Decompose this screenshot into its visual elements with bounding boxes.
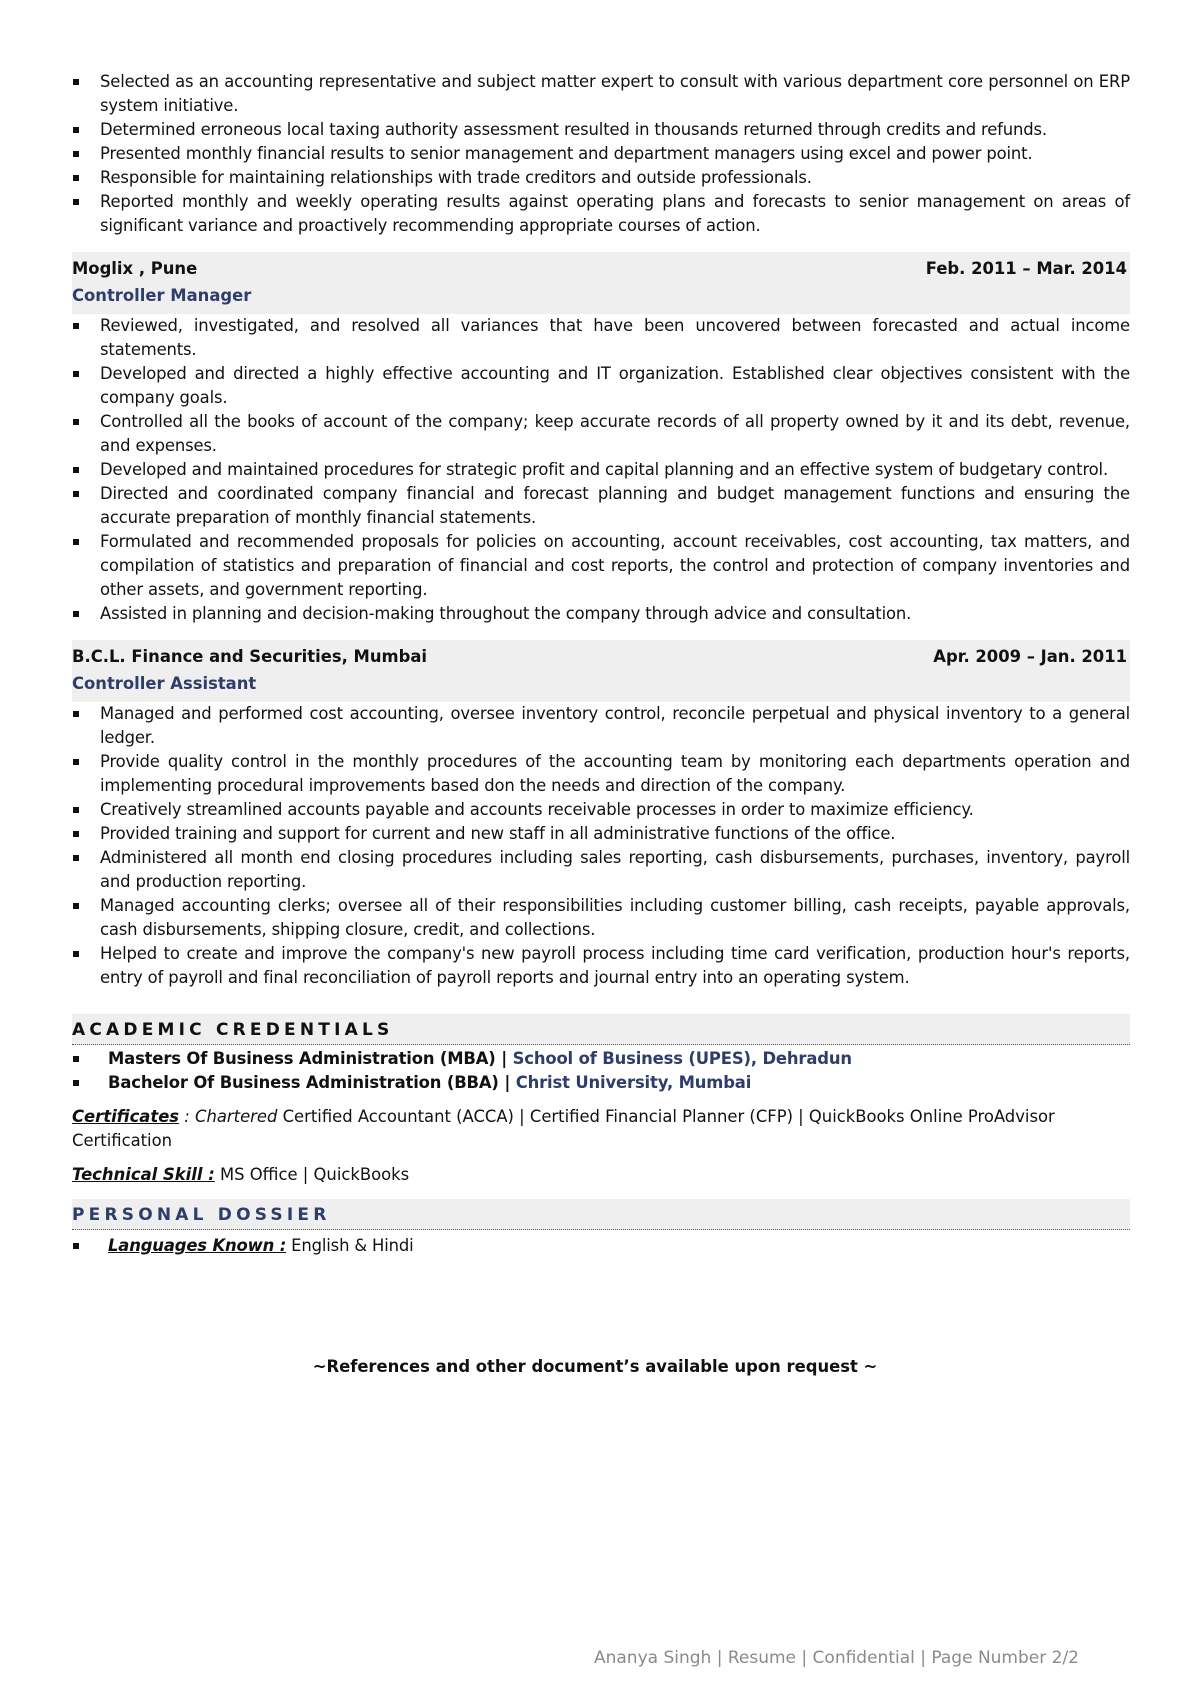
certificates-value: Certified Accountant (ACCA) | Certified Financial Planner (CFP) | QuickBooks Online ProAdvisor Certification xyxy=(72,1107,1055,1150)
company-name: Moglix , Pune xyxy=(72,259,198,278)
school-name: Christ University, Mumbai xyxy=(515,1073,752,1092)
list-item: Reported monthly and weekly operating results against operating plans and forecasts to senior management on areas of significant variance and proactively recommending appropriate courses of action. xyxy=(72,190,1130,238)
degree-item xyxy=(72,1047,1130,1071)
degree-name: Masters Of Business Administration (MBA) | xyxy=(108,1049,508,1068)
academic-section-header xyxy=(72,1014,1130,1045)
degree-list xyxy=(72,1047,1130,1095)
degree-name: Bachelor Of Business Administration (BBA) | xyxy=(108,1073,511,1092)
certificates-line xyxy=(72,1105,1130,1153)
job-moglix xyxy=(72,252,1130,626)
list-item: Administered all month end closing procedures including sales reporting, cash disbursements, purchases, inventory, payroll and production reporting. xyxy=(72,846,1130,894)
list-item: Creatively streamlined accounts payable and accounts receivable processes in order to maximize efficiency. xyxy=(72,798,1130,822)
section-title: PERSONAL DOSSIER xyxy=(72,1205,331,1225)
list-item: Responsible for maintaining relationships with trade creditors and outside professionals. xyxy=(72,166,1130,190)
list-item: Developed and directed a highly effective accounting and IT organization. Established clear objectives consistent with the company goals. xyxy=(72,362,1130,410)
list-item: Directed and coordinated company financial and forecast planning and budget management functions and ensuring the accurate preparation of monthly financial statements. xyxy=(72,482,1130,530)
list-item: Selected as an accounting representative and subject matter expert to consult with various department core personnel on ERP system initiative. xyxy=(72,70,1130,118)
job-bullet-list xyxy=(72,702,1130,990)
personal-list xyxy=(72,1234,1130,1258)
languages-value: English & Hindi xyxy=(286,1236,414,1255)
certificates-separator: : xyxy=(179,1107,196,1126)
certificates-italic-word: Chartered xyxy=(195,1107,278,1126)
list-item: Managed accounting clerks; oversee all of their responsibilities including customer billing, cash receipts, payable approvals, cash disbursements, shipping closure, credit, and collections. xyxy=(72,894,1130,942)
intro-bullet-list xyxy=(72,70,1130,238)
list-item: Formulated and recommended proposals for policies on accounting, account receivables, cost accounting, tax matters, and compilation of statistics and preparation of financial and cost reports, the control and protection of company inventories and other assets, and government reporting. xyxy=(72,530,1130,602)
list-item: Controlled all the books of account of the company; keep accurate records of all property owned by it and its debt, revenue, and expenses. xyxy=(72,410,1130,458)
page-footer: Ananya Singh | Resume | Confidential | Page Number 2/2 xyxy=(593,1648,1079,1668)
certificates-label: Certificates xyxy=(72,1107,180,1126)
job-header xyxy=(72,640,1130,702)
languages-label: Languages Known : xyxy=(108,1236,287,1255)
technical-skill-value: MS Office | QuickBooks xyxy=(214,1165,410,1184)
technical-skill-line xyxy=(72,1163,1130,1187)
list-item: Assisted in planning and decision-making throughout the company through advice and consultation. xyxy=(72,602,1130,626)
job-dates: Apr. 2009 – Jan. 2011 xyxy=(933,647,1127,666)
job-header xyxy=(72,252,1130,314)
job-title: Controller Manager xyxy=(72,286,252,305)
degree-item xyxy=(72,1071,1130,1095)
job-bcl-finance xyxy=(72,640,1130,990)
school-name: School of Business (UPES), Dehradun xyxy=(512,1049,852,1068)
list-item: Managed and performed cost accounting, oversee inventory control, reconcile perpetual and physical inventory to a general ledger. xyxy=(72,702,1130,750)
resume-page-2 xyxy=(72,70,1130,1258)
list-item: Reviewed, investigated, and resolved all variances that have been uncovered between forecasted and actual income statements. xyxy=(72,314,1130,362)
references-note: ~References and other document’s available upon request ~ xyxy=(312,1357,878,1376)
list-item: Provide quality control in the monthly procedures of the accounting team by monitoring each departments operation and implementing procedural improvements based don the needs and direction of the company. xyxy=(72,750,1130,798)
list-item: Helped to create and improve the company's new payroll process including time card verification, production hour's reports, entry of payroll and final reconciliation of payroll reports and journal entry into an operating system. xyxy=(72,942,1130,990)
list-item: Presented monthly financial results to senior management and department managers using excel and power point. xyxy=(72,142,1130,166)
personal-section-header xyxy=(72,1199,1130,1230)
job-dates: Feb. 2011 – Mar. 2014 xyxy=(925,259,1127,278)
list-item: Determined erroneous local taxing authority assessment resulted in thousands returned through credits and refunds. xyxy=(72,118,1130,142)
list-item: Developed and maintained procedures for strategic profit and capital planning and an effective system of budgetary control. xyxy=(72,458,1130,482)
section-title: ACADEMIC CREDENTIALS xyxy=(72,1020,394,1040)
list-item: Provided training and support for current and new staff in all administrative functions of the office. xyxy=(72,822,1130,846)
job-title: Controller Assistant xyxy=(72,674,257,693)
languages-item xyxy=(72,1234,1130,1258)
company-name: B.C.L. Finance and Securities, Mumbai xyxy=(72,647,428,666)
job-bullet-list xyxy=(72,314,1130,626)
technical-skill-label: Technical Skill : xyxy=(72,1165,215,1184)
